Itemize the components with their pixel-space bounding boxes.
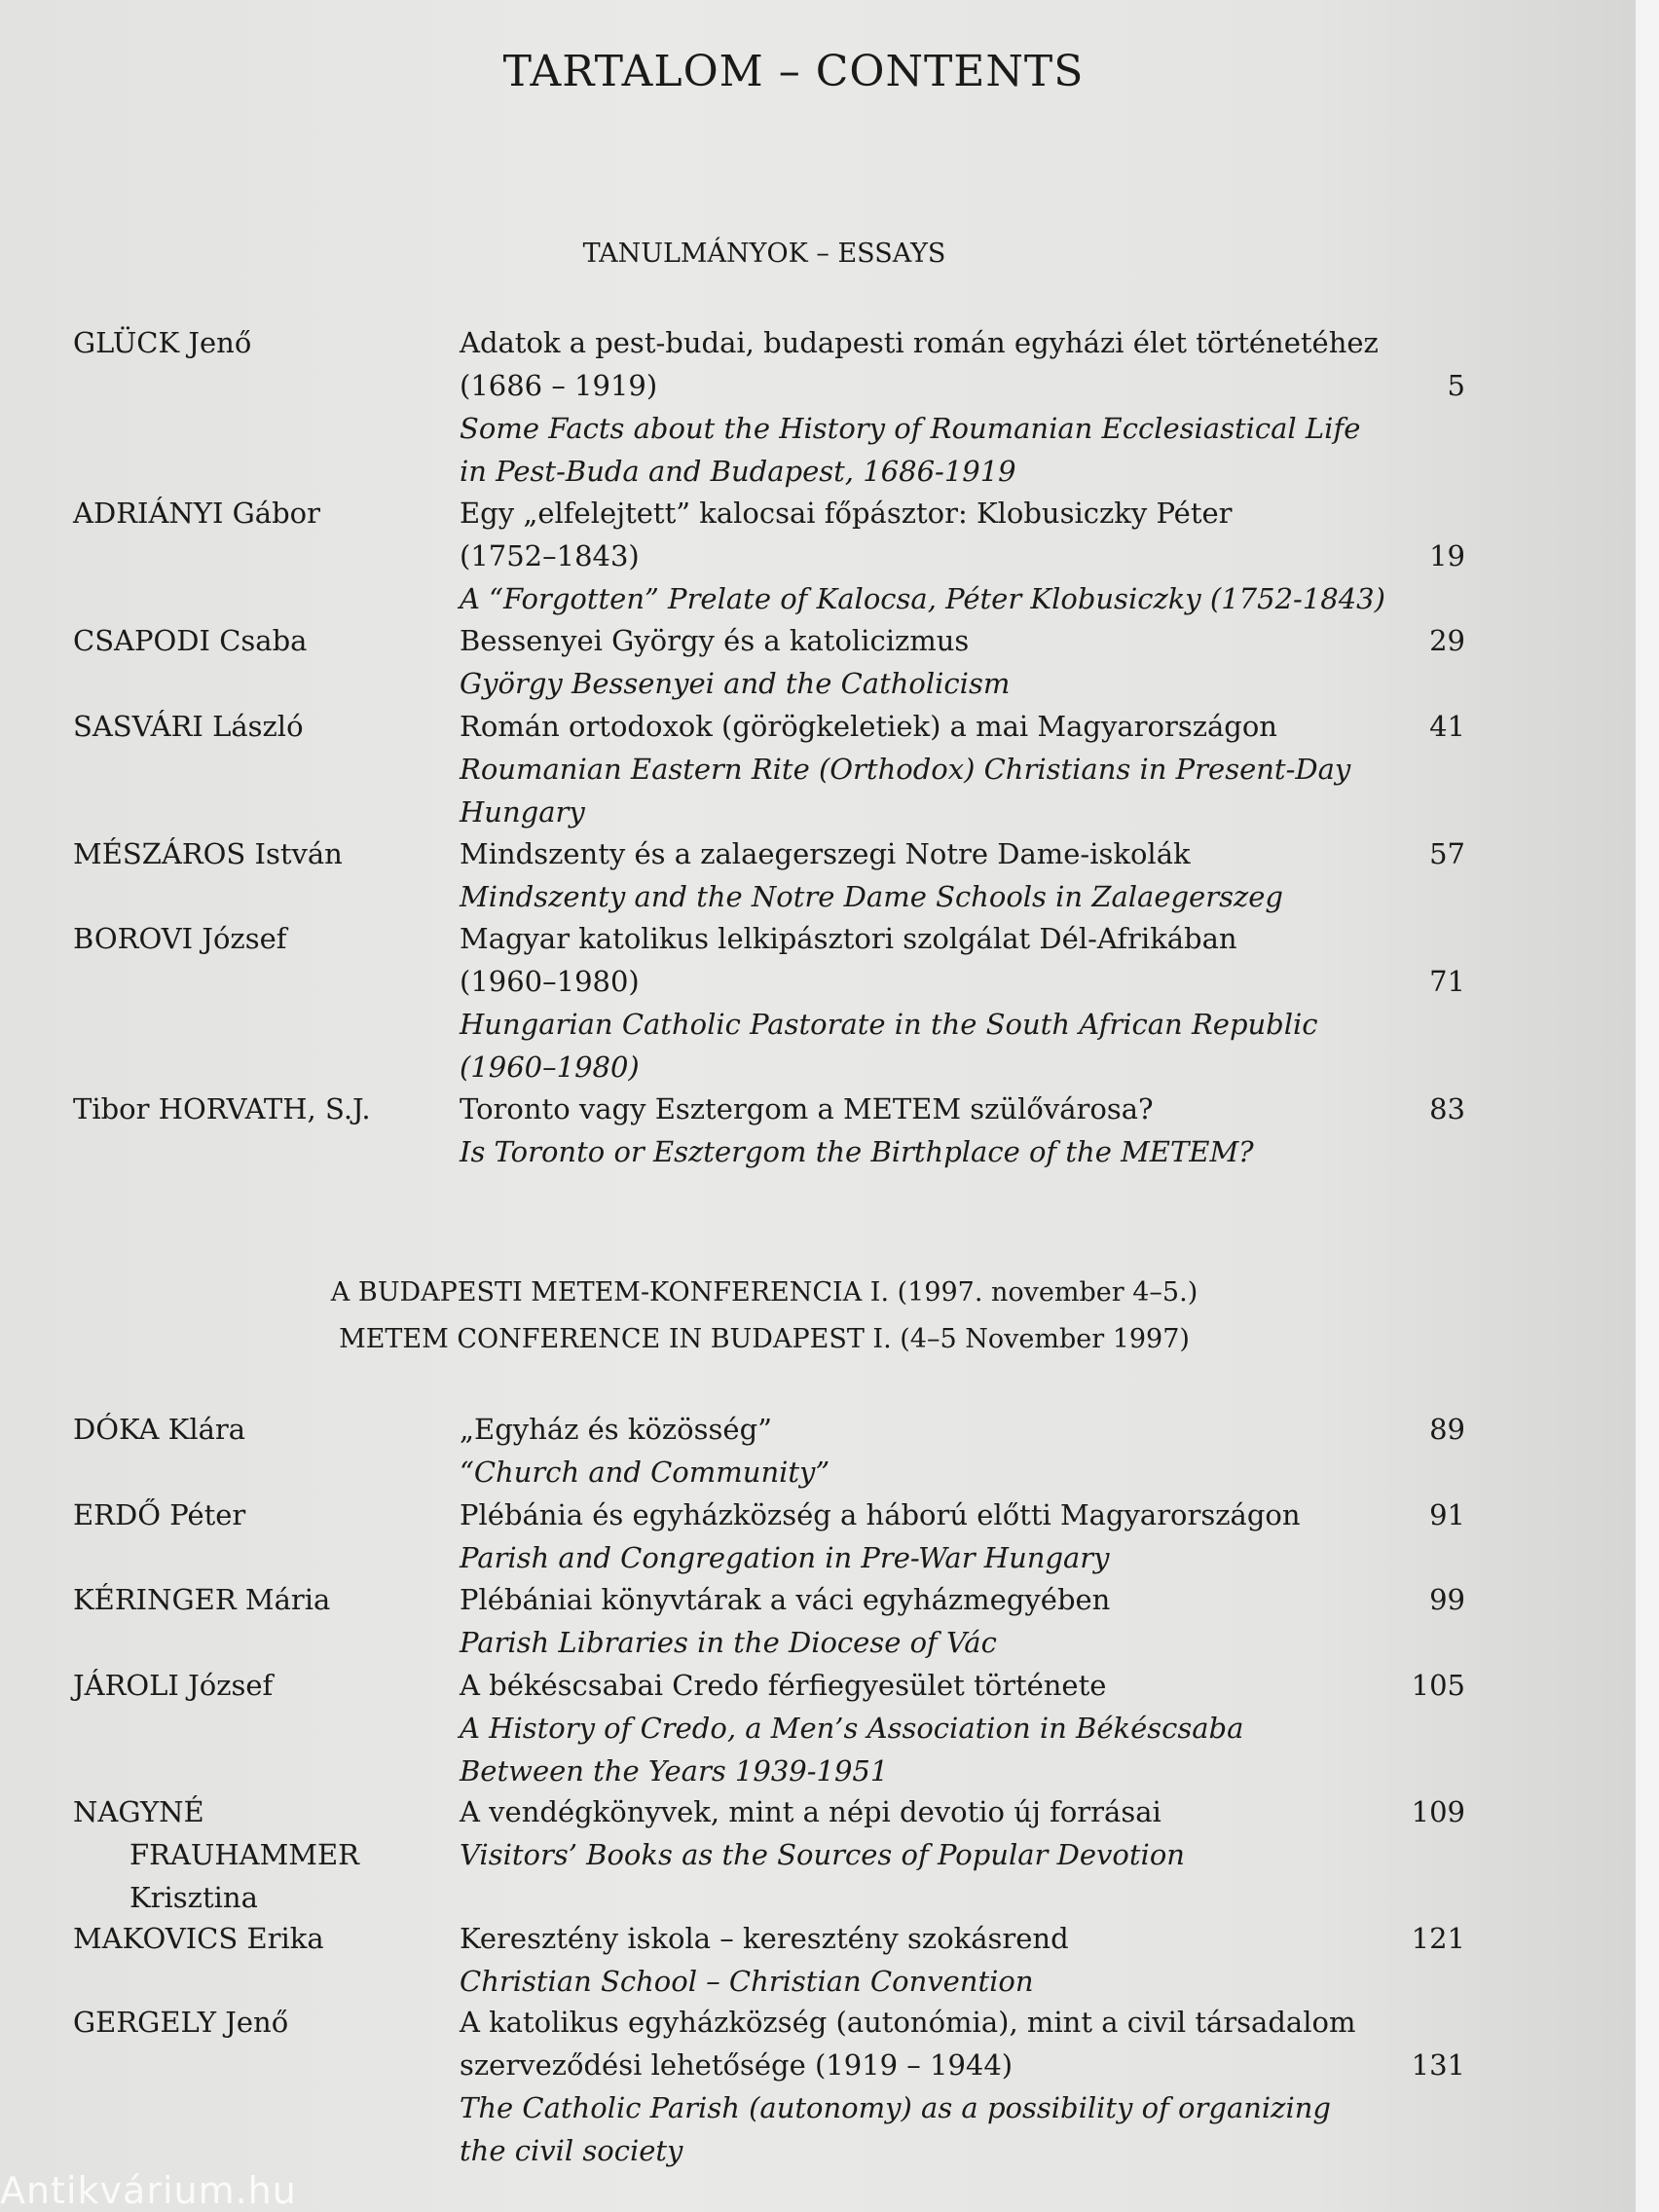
entry-title-hu: „Egyház és közösség” xyxy=(460,1413,772,1446)
entry-title-en: Parish Libraries in the Diocese of Vác xyxy=(460,1626,997,1659)
entry-title-en: Hungarian Catholic Pastorate in the South African Republic xyxy=(460,1008,1318,1041)
entry-title-en: the civil society xyxy=(460,2134,683,2167)
entry-page-number: 109 xyxy=(1411,1795,1465,1828)
page-title: TARTALOM – CONTENTS xyxy=(502,47,1085,96)
entry-title-hu: Keresztény iskola – keresztény szokásrend xyxy=(460,1922,1069,1955)
entry-author: GERGELY Jenő xyxy=(73,2006,289,2039)
entry-title-en: A History of Credo, a Men’s Association in Békéscsaba xyxy=(460,1712,1244,1745)
entry-author: MÉSZÁROS István xyxy=(73,837,343,870)
section-heading-conference-en: METEM CONFERENCE IN BUDAPEST I. (4–5 November 1997) xyxy=(339,1324,1190,1354)
entry-author: SASVÁRI László xyxy=(73,710,304,743)
entry-titles xyxy=(460,1578,1394,1664)
entry-title-hu: Adatok a pest-budai, budapesti román egyházi élet történetéhez xyxy=(460,326,1379,359)
entry-page-number: 121 xyxy=(1411,1922,1465,1955)
entry-page-number: 71 xyxy=(1429,965,1465,998)
watermark: Antikvárium.hu xyxy=(0,2169,297,2212)
entry-titles xyxy=(460,1408,1394,1493)
entry-author: DÓKA Klára xyxy=(73,1413,246,1446)
entry-author: CSAPODI Csaba xyxy=(73,624,308,657)
entry-page-number: 105 xyxy=(1411,1669,1465,1702)
entry-author: MAKOVICS Erika xyxy=(73,1922,324,1955)
entry-title-hu: Bessenyei György és a katolicizmus xyxy=(460,624,970,657)
entry-titles xyxy=(460,1664,1394,1792)
section-heading-conference-hu: A BUDAPESTI METEM-KONFERENCIA I. (1997. november 4–5.) xyxy=(330,1277,1198,1308)
entry-title-hu: Román ortodoxok (görögkeletiek) a mai Magyarországon xyxy=(460,710,1277,743)
entry-author: KÉRINGER Mária xyxy=(73,1583,331,1616)
entry-title-en: in Pest-Buda and Budapest, 1686-1919 xyxy=(460,455,1016,488)
entry-title-hu: Toronto vagy Esztergom a METEM szülővárosa? xyxy=(460,1092,1154,1125)
entry-title-en: Some Facts about the History of Roumanian Ecclesiastical Life xyxy=(460,412,1361,445)
entry-title-en: “Church and Community” xyxy=(460,1456,830,1489)
entry-title-en: Parish and Congregation in Pre-War Hungary xyxy=(460,1541,1110,1574)
entry-title-hu: (1686 – 1919) xyxy=(460,369,658,402)
entry-title-hu: A békéscsabai Credo férfiegyesület története xyxy=(460,1669,1107,1702)
entry-titles xyxy=(460,321,1394,493)
entry-title-hu: Mindszenty és a zalaegerszegi Notre Dame-iskolák xyxy=(460,837,1191,870)
entry-page-number: 83 xyxy=(1429,1092,1465,1125)
entry-titles xyxy=(460,1493,1394,1579)
entry-title-hu: (1752–1843) xyxy=(460,539,640,572)
entry-page-number: 89 xyxy=(1429,1413,1465,1446)
entry-author: Tibor HORVATH, S.J. xyxy=(73,1092,371,1125)
entry-title-hu: Magyar katolikus lelkipásztori szolgálat Dél-Afrikában xyxy=(460,922,1237,955)
entry-title-en: Roumanian Eastern Rite (Orthodox) Christians in Present-Day xyxy=(460,753,1351,786)
entry-title-en: The Catholic Parish (autonomy) as a possibility of organizing xyxy=(460,2091,1331,2124)
entry-titles xyxy=(460,917,1394,1088)
entry-author: NAGYNÉ FRAUHAMMER Krisztina xyxy=(73,1795,359,1914)
entry-page-number: 41 xyxy=(1429,710,1465,743)
entry-page-number: 99 xyxy=(1429,1583,1465,1616)
entry-page-number: 57 xyxy=(1429,837,1465,870)
entry-page-number: 91 xyxy=(1429,1498,1465,1531)
entry-title-en: Is Toronto or Esztergom the Birthplace of the METEM? xyxy=(460,1135,1254,1168)
entry-author: JÁROLI József xyxy=(73,1669,274,1702)
entry-titles xyxy=(460,2001,1394,2172)
entry-title-hu: A katolikus egyházközség (autonómia), mint a civil társadalom xyxy=(460,2006,1356,2039)
entry-title-hu: Egy „elfelejtett” kalocsai főpásztor: Klobusiczky Péter xyxy=(460,497,1233,530)
entry-author: ERDŐ Péter xyxy=(73,1498,246,1531)
entry-titles xyxy=(460,492,1394,620)
entry-titles xyxy=(460,619,1394,705)
entry-page-number: 131 xyxy=(1411,2048,1465,2082)
entry-title-hu: A vendégkönyvek, mint a népi devotio új forrásai xyxy=(460,1795,1161,1828)
entry-titles xyxy=(460,705,1394,833)
entry-page-number: 29 xyxy=(1429,624,1465,657)
section-heading-essays: TANULMÁNYOK – ESSAYS xyxy=(582,239,946,269)
page-edge xyxy=(1636,0,1659,2212)
entry-title-en: Between the Years 1939-1951 xyxy=(460,1754,889,1788)
entry-author: ADRIÁNYI Gábor xyxy=(73,497,320,530)
entry-title-en: György Bessenyei and the Catholicism xyxy=(460,667,1011,700)
entry-page-number: 19 xyxy=(1429,539,1465,572)
entry-titles xyxy=(460,1917,1394,2003)
entry-title-en: (1960–1980) xyxy=(460,1051,640,1084)
entry-title-en: Christian School – Christian Convention xyxy=(460,1965,1034,1998)
entry-titles xyxy=(460,1790,1394,1876)
entry-titles xyxy=(460,1088,1394,1173)
entry-author: GLÜCK Jenő xyxy=(73,326,252,359)
entry-titles xyxy=(460,832,1394,918)
entry-title-en: Hungary xyxy=(460,795,585,829)
entry-author: BOROVI József xyxy=(73,922,287,955)
entry-title-en: A “Forgotten” Prelate of Kalocsa, Péter Klobusiczky (1752-1843) xyxy=(460,582,1385,615)
entry-page-number: 5 xyxy=(1447,369,1465,402)
entry-title-hu: Plébániai könyvtárak a váci egyházmegyében xyxy=(460,1583,1111,1616)
entry-title-hu: Plébánia és egyházközség a háború előtti Magyarországon xyxy=(460,1498,1301,1531)
entry-title-en: Mindszenty and the Notre Dame Schools in Zalaegerszeg xyxy=(460,880,1283,913)
entry-title-en: Visitors’ Books as the Sources of Popular Devotion xyxy=(460,1838,1185,1871)
entry-title-hu: (1960–1980) xyxy=(460,965,640,998)
entry-title-hu: szerveződési lehetősége (1919 – 1944) xyxy=(460,2048,1014,2082)
